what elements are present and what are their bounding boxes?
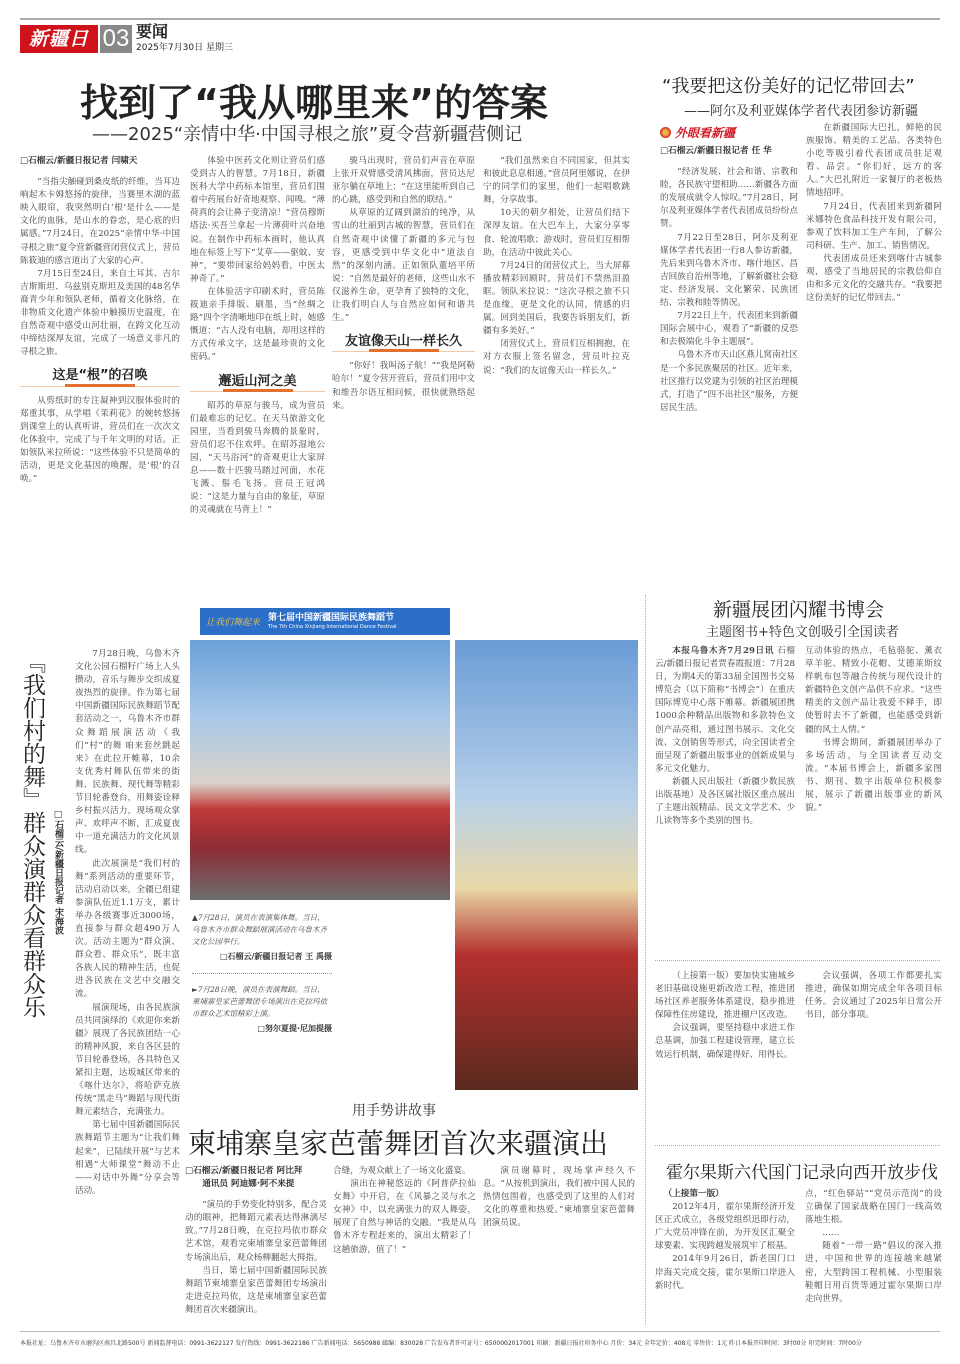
paragraph: 在新疆国际大巴扎，鲜艳的民族服饰、精美的工艺品、各类特色小吃等吸引着代表团成员驻足观看、品尝。“你们好，远方的客人。”大巴扎附近一家餐厅的老板热情地招呼。 [806,123,942,199]
khorgos-headline: 霍尔果斯六代国门记录向西开放步伐 [666,1163,938,1183]
bookfair-subtitle: 主题图书+特色文创吸引全国读者 [706,625,899,640]
ballet-byline: □石榴云/新疆日报记者 阿比拜 [185,1166,303,1176]
paragraph: “你好！我叫汤子航！”“我是阿勒哈尔！”夏令营开营后，营员们用中文和维吾尔语互相问候，很快就熟络起来。 [332,361,475,411]
paragraph: 7月24日，代表团来到新疆阿米娜特色食品科技开发有限公司，参观了饮料加工生产车间，了解公司科研、生产、加工、销售情况。 [806,201,942,251]
paragraph: 10天的朝夕相处，让营员们结下深厚友谊。在大巴车上，大家分享零食、轮流唱歌；游戏时，营员们互相帮助，在活动中彼此关心。 [483,208,630,258]
banner-logo: 让我们舞起来 [206,618,261,628]
paragraph: 7月15日至24日，来自土耳其、吉尔吉斯斯坦、乌兹别克斯坦及美国的48名华裔青少年和领队老师，循着文化脉络，在非物质文化遗产体验中触摸历史温度，在自然奇观中感受山河壮丽，在跨文化互动中缔结深厚友谊，完成了一场意义非凡的寻根之旅。 [20,268,180,358]
paragraph: 从剪纸时的专注凝神到汉服体验时的郑重其事，从学唱《茉莉花》的婉转悠扬到课堂上的认真听讲，营员们在一次次文化体验中，完成了与千年文明的对话。正如领队米拉所说：“这些体验不只是简单的活动，更是文化基因的唤醒，是‘根’的召唤。” [20,395,180,485]
photo-caption-2: ►7月28日晚，演员在表演舞蹈。当日，柬埔寨皇家芭蕾舞团专场演出在克拉玛依市群众艺术馆精彩上演。 [192,985,327,1018]
dance-photo-1 [190,640,450,900]
ballet-byline-2: 通讯员 阿迪娜·阿不来提 [202,1179,295,1190]
dance-byline: □石榴云/新疆日报记者 宋海波 [53,810,63,935]
paragraph: 演出在神秘悠远的《阿普萨拉仙女舞》中开启，在《风暴之灵与水之女神》中，以充满张力的双人舞姿，展现了自然与神话的交融。“我是从乌鲁木齐专程赶来的，演出太精彩了！这趟旅游，值了！” [333,1179,476,1255]
issue-date: 2025年7月30日 星期三 [136,43,233,53]
khorgos-column-2 [805,1188,942,1323]
ballet-column-2 [333,1165,476,1323]
paragraph: 2014年9月26日，新老国门口岸海关完成交接，霍尔果斯口岸进入新时代。 [655,1254,795,1291]
paragraph: 会议强调，各项工作都要扎实推进，确保如期完成全年各项目标任务。会议通过了2025年日常公开书目，部分事项。 [805,971,942,1021]
paragraph: 2012年4月，霍尔果斯经济开发区正式成立，各级党组织迅即行动，广大党员冲锋在前，为开发区汇聚全球要素、实现跨越发展筑牢了根基。 [655,1202,795,1252]
continued-note: （上接第一版） [663,1189,724,1199]
caption-divider [192,973,332,974]
column-divider [645,595,646,1325]
paragraph: （上接第一版）要加快实施城乡老旧基础设施更新改造工程，推进团场社区养老服务体系建设，稳步推进保障性住房建设，推进棚户区改造。 [655,971,795,1021]
continued-column-2 [805,970,942,1140]
paragraph: 闭营仪式上，营员们互相拥抱，在对方衣服上签名留念，营员叶拉克说：“我们的友谊像天山一样长久。” [483,339,630,376]
algeria-column-2 [806,122,942,585]
paragraph: 昭苏的草原与骏马，成为营员们最难忘的记忆。在天马旅游文化园里，当看到骏马奔腾的景象时，营员们忍不住欢呼。在昭苏湿地公园，“天马浴河”的奇观更让大家屏息——数十匹骏马踏过河面，水花飞溅、鬃毛飞扬。营员王冠鸿说：“这是力量与自由的象征，草原的灵魂就在马背上！” [190,400,325,516]
paragraph: 代表团成员还来到喀什古城参观，感受了当地居民的宗教信仰自由和多元文化的交融共存。“我要把这份美好的记忆带回去。” [806,253,942,304]
photo-credit-2: □努尔夏提·尼加提摄 [257,1024,332,1033]
divider [655,1145,940,1146]
paragraph: 新疆人民出版社（新疆少数民族出版基地）及各区属社版区重点展出了主题出版精品、民文文学艺术、少儿读物等多个类别的图书。 [655,776,795,827]
bookfair-column-1 [655,645,795,945]
footer-rule [20,1331,940,1332]
ballet-column-3 [483,1165,635,1323]
page-number: 03 [100,25,132,53]
paragraph: 会议强调，要坚持稳中求进工作总基调，加强工程建设管理，建立长效运行机制，确保建得好、用得长。 [655,1023,795,1060]
lead-column-1 [20,155,180,590]
paragraph: 第七届中国新疆国际民族舞蹈节主题为“让我们舞起来”，已陆续开展“与艺术相遇”大师课堂“舞动不止——对话中外舞”分享会等活动。 [75,1120,180,1196]
paragraph: 互动体验的热点，毛毡骆驼、薰衣草羊驼、精致小花帽、艾德莱斯纹样帆布包等融合传统与现代设计的新疆特色文创产品供不应求。“这些精美的文创产品让我爱不释手，即使暂时去不了新疆，也能感受到新疆的风土人情。” [805,646,942,735]
newspaper-logo: 新疆日报 [20,25,98,53]
banner-subtitle: The 7th China Xinjiang International Dance Festival [268,623,397,630]
ballet-column-1 [185,1165,327,1323]
bookfair-column-2 [805,645,942,945]
khorgos-column-1 [655,1188,795,1323]
paragraph: 骏马出现时，营员们声音在草原上张开双臂感受清风拂面，营员达尼亚尔躺在草地上：“在这里能听到自己的心跳，感受到和自然的联结。” [332,156,475,206]
paragraph: 7月28日晚，乌鲁木齐文化公园石榴籽广场上人头攒动，音乐与舞步交织成夏夜热烈的旋律。作为第七届中国新疆国际民族舞蹈节配套活动之一，乌鲁木齐市群众舞蹈展演活动《我们“村”的舞 咱来套丝跳起来》在此拉开帷幕，10余支优秀村舞队伍带来的街舞、民族舞、现代舞等精彩节目轮番登台，用舞姿诠释乡村振兴活力，现场观众掌声、欢呼声不断，汇成夏夜中一道充满活力的文化风景线。 [75,649,180,856]
imprint-footer: 本报社址：乌鲁木齐市水磨沟区南昌北路500号 新闻监督电话：0991-3622127 发行热线：0991-3622186 广告新闻电话：5650988 邮编：830028 广告发布者许可证号：6500002017001 印刷：新疆日报社印务中心 月价：34元 全年定价：408元 零售价：1元 昨日本报开印时间：3时00分 印完时间：7时00分 [20,1340,862,1347]
column-tag-label: 外眼看新疆 [675,126,736,140]
paragraph: 7月22日至28日，阿尔及利亚媒体学者代表团一行8人参访新疆，先后来到乌鲁木齐市、喀什地区、昌吉回族自治州等地，了解新疆社会稳定、经济发展、文化繁荣、民族团结、宗教和睦等情况。 [660,232,798,309]
paragraph: “当指尖触碰到桑皮纸的纤维，当耳边响起木卡姆悠扬的旋律，当赛里木湖的蓝映入眼帘，我突然明白‘根’是什么——是文化的血脉，是山水的眷恋，是心底的归属感。”7月24日，在2025“亲情中华·中国寻根之旅”夏令营新疆营闭营仪式上，营员陈筱迪的感言道出了大家的心声。 [20,177,180,266]
algeria-byline: □石榴云/新疆日报记者 任 华 [660,146,772,156]
paragraph: 乌鲁木齐市天山区燕儿窝南社区是一个多民族聚居的社区。近年来，社区推行以党建为引领的社区治理模式，打造了“四不出社区”服务，方便居民生活。 [660,350,798,413]
paragraph: 演员谢幕时，现场掌声经久不息。“从按机到演出，我们被中国人民的热情包围着，也感受到了这里的人们对文化的尊重和热爱。”柬埔寨皇家芭蕾舞团演员说。 [483,1166,635,1229]
section-head: 友谊像天山一样长久 [332,335,475,352]
algeria-column-1 [660,145,798,585]
column-tag [660,124,735,141]
dance-headline: 『我们村的舞』群众演群众看群众乐 [19,650,45,1018]
divider [655,960,940,961]
paragraph: 在体验活字印刷术时，营员陈筱迪亲手排版、刷墨，当“丝绸之路”四个字清晰地印在纸上时，她感慨道：“古人没有电脑，却用这样的方式传承文字，这是最珍贵的文化密码。” [190,286,325,363]
top-rule [20,18,940,20]
section-head: 这是“根”的召唤 [20,369,180,386]
dance-festival-banner [200,608,450,635]
lead-column-3 [332,155,475,590]
lead-subtitle: ——2025“亲情中华·中国寻根之旅”夏令营新疆营侧记 [92,124,523,145]
banner-title: 第七届中国新疆国际民族舞蹈节 [268,612,395,623]
photo-captions [192,912,332,1035]
paragraph: 随着“一带一路”倡议的深入推进，中国和世界的连接越来越紧密，大型跨国工程机械、小型服装鞋帽日用百货等通过霍尔果斯口岸走向世界。 [805,1241,942,1304]
paragraph: 合缝，为观众献上了一场文化盛宴。 [333,1166,471,1176]
photo-credit-1: □石榴云/新疆日报记者 王 禹摄 [219,952,332,961]
photo-caption-1: ▲7月28日，演员在表演集体舞。当日，乌鲁木齐市群众舞蹈展演活动在乌鲁木齐文化公园举行。 [192,913,327,946]
continued-column-1 [655,970,795,1140]
algeria-headline: “我要把这份美好的记忆带回去” [662,76,915,97]
banner-text [268,613,396,631]
paragraph: “演员的手势变化特别多，配合灵动的眼神，把舞蹈元素表达得淋漓尽致。”7月28日晚，在克拉玛依市群众艺术馆，观看完柬埔寨皇家芭蕾舞团专场演出后，观众杨柳翻起大拇指。 [185,1200,327,1263]
dance-photo-2 [455,640,638,1090]
paragraph: 7月24日的闭营仪式上，当大屏幕播放精彩回顾时，营员们不禁热泪盈眶。领队米拉说：“这次寻根之旅不只是血缘，更是文化的认同，情感的归属。回到美国后，我要告诉朋友们，新疆有多美好。” [483,260,630,337]
paragraph: 当日，第七届中国新疆国际民族舞蹈节柬埔寨皇家芭蕾舞团专场演出走进克拉玛依，这是柬埔寨皇家芭蕾舞团首次来疆演出。 [185,1265,327,1315]
paragraph: 体验中医药文化则让营员们感受到古人的智慧。7月18日，新疆医科大学中药标本馆里，营员们围着中药展台好奇地观察、闻嗅。“薄荷真的会让鼻子变清凉！”营员穆斯塔法·买吾兰拿起一片薄荷叶兴奋地说。在制作中药标本画时，他认真地在标签上写下“艾草——驱蚊、安神”，“要带回家给妈妈看，中医太神奇了。” [190,156,325,284]
lead-column-4 [483,155,630,590]
bookfair-headline: 新疆展团闪耀书博会 [713,599,885,621]
paragraph: 书博会期间，新疆展团举办了多场活动，与全国读者互动交流。“本届书博会上，新疆多家图书、期刊、数字出版单位积极参展，展示了新疆出版事业的新风貌。” [805,737,942,814]
paragraph: 从草原的辽阔到湖泊的纯净，从雪山的壮丽到古城的智慧，营员们在自然奇观中读懂了新疆的多元与包容，更感受到中华文化中“道法自然”的深刻内涵。正如领队董培平所说：“自然是最好的老师，这些山水不仅滋养生命，更孕育了独特的文化，让我们明白人与自然应如何和谐共生。” [332,208,475,324]
paragraph: “我们虽然来自不同国家，但其实和彼此息息相通。”营员阿里娜说，在伊宁的同学们的家里，他们一起唱歌跳舞，分享故事。 [483,156,630,206]
lead-byline: □石榴云/新疆日报记者 闫啸天 [20,156,138,166]
paragraph: 展演现场，由各民族演员共同演绎的《欢迎你来新疆》展现了各民族团结一心的精神风貌，来自各区县的节目轮番登场，各具特色又紧扣主题，达坂城区带来的《喀什达尔》，将哈萨克族传统“黑走马”舞蹈与现代街舞元素结合，充满张力。 [75,1002,180,1118]
lead-column-2 [190,155,325,590]
dateline: 本报乌鲁木齐7月29日讯 [672,646,774,656]
paragraph: 石榴云/新疆日报记者贾春霞报道：7月28日，为期4天的第33届全国图书交易博览会（以下简称“书博会”）在重庆国际博览中心落下帷幕。新疆展团携1000余种精品出版物和多款特色文创产品亮相，通过图书展示、文化交流、文创销售等形式，向全国读者全面呈现了新疆出版事业的创新成果与多元文化魅力。 [655,646,795,774]
lead-headline: 找到了“我从哪里来”的答案 [80,81,548,125]
paragraph: 点，“红色驿站”“党员示范岗”的设立确保了国家战略在国门一线高效落地生根。 [805,1189,942,1226]
dance-column [75,648,180,1320]
section-head: 邂逅山河之美 [190,375,325,392]
paragraph: “经济发展、社会和谐、宗教和睦，各民族守望相助……新疆各方面的发展成就令人惊叹。”7月28日，阿尔及利亚媒体学者代表团成员纷纷点赞。 [660,167,798,230]
paragraph: 此次展演是“我们村的舞”系列活动的重要环节，活动启动以来，全疆已组建参演队伍近1.1万支，累计举办各级赛事近3000场，直接参与群众超490万人次。活动主题为“群众演、群众看、群众乐”，既丰富各族人民的精神生活，也促进各民族在文艺中交融交流。 [75,858,180,1000]
section-name: 要闻 [136,22,169,41]
paragraph: …… [822,1228,840,1239]
ballet-kicker: 用手势讲故事 [352,1103,436,1119]
paragraph: 7月22日上午，代表团来到新疆国际会展中心，观看了“新疆的反恐和去极端化斗争主题展”。 [660,311,798,348]
ballet-headline: 柬埔寨皇家芭蕾舞团首次来疆演出 [188,1127,609,1160]
algeria-subtitle: ——阿尔及利亚媒体学者代表团参访新疆 [684,104,919,119]
